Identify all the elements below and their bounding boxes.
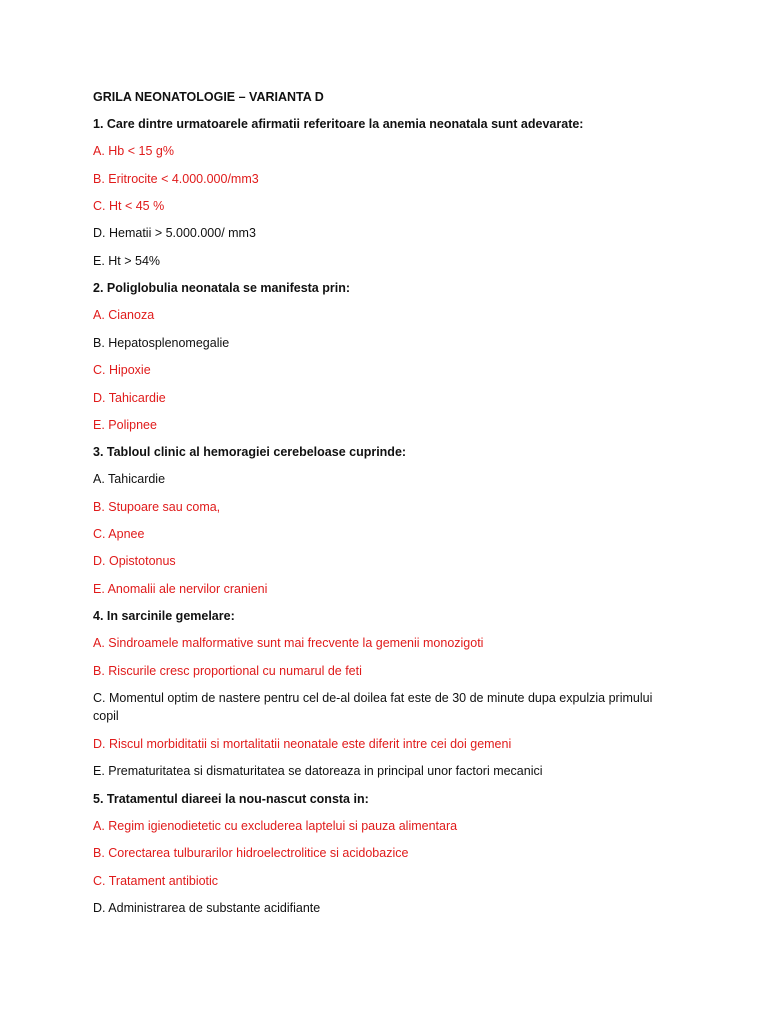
question-1-option-b: B. Eritrocite < 4.000.000/mm3 (93, 172, 259, 186)
question-4-option-e: E. Prematuritatea si dismaturitatea se datoreaza in principal unor factori mecanici (93, 764, 543, 778)
question-1: 1. Care dintre urmatoarele afirmatii referitoare la anemia neonatala sunt adevarate: (93, 117, 584, 131)
document-title: GRILA NEONATOLOGIE – VARIANTA D (93, 90, 324, 104)
question-1-option-c: C. Ht < 45 % (93, 199, 165, 213)
question-5-option-a: A. Regim igienodietetic cu excluderea laptelui si pauza alimentara (93, 819, 458, 833)
question-3-option-a: A. Tahicardie (93, 472, 166, 486)
question-2-option-b: B. Hepatosplenomegalie (93, 336, 230, 350)
question-4-option-a: A. Sindroamele malformative sunt mai frecvente la gemenii monozigoti (93, 636, 484, 650)
question-2-option-a: A. Cianoza (93, 308, 155, 322)
question-3: 3. Tabloul clinic al hemoragiei cerebeloase cuprinde: (93, 445, 407, 459)
question-4-option-b: B. Riscurile cresc proportional cu numarul de feti (93, 664, 362, 678)
question-4: 4. In sarcinile gemelare: (93, 609, 235, 623)
question-2-option-c: C. Hipoxie (93, 363, 151, 377)
question-3-option-b: B. Stupoare sau coma, (93, 500, 221, 514)
question-3-option-e: E. Anomalii ale nervilor cranieni (93, 582, 268, 596)
question-5-option-c: C. Tratament antibiotic (93, 874, 219, 888)
question-1-option-d: D. Hematii > 5.000.000/ mm3 (93, 226, 256, 240)
question-3-option-c: C. Apnee (93, 527, 145, 541)
question-1-option-e: E. Ht > 54% (93, 254, 161, 268)
question-5-option-b: B. Corectarea tulburarilor hidroelectrolitice si acidobazice (93, 846, 409, 860)
question-1-option-a: A. Hb < 15 g% (93, 144, 174, 158)
question-2: 2. Poliglobulia neonatala se manifesta prin: (93, 281, 351, 295)
question-2-option-d: D. Tahicardie (93, 391, 166, 405)
question-2-option-e: E. Polipnee (93, 418, 157, 432)
question-4-option-d: D. Riscul morbiditatii si mortalitatii neonatale este diferit intre cei doi gemeni (93, 737, 512, 751)
question-5-option-d: D. Administrarea de substante acidifiante (93, 901, 321, 915)
question-3-option-d: D. Opistotonus (93, 554, 176, 568)
question-4-option-c: C. Momentul optim de nastere pentru cel de-al doilea fat este de 30 de minute dupa expulzia primului copil (93, 691, 653, 723)
question-5: 5. Tratamentul diareei la nou-nascut consta in: (93, 792, 369, 806)
